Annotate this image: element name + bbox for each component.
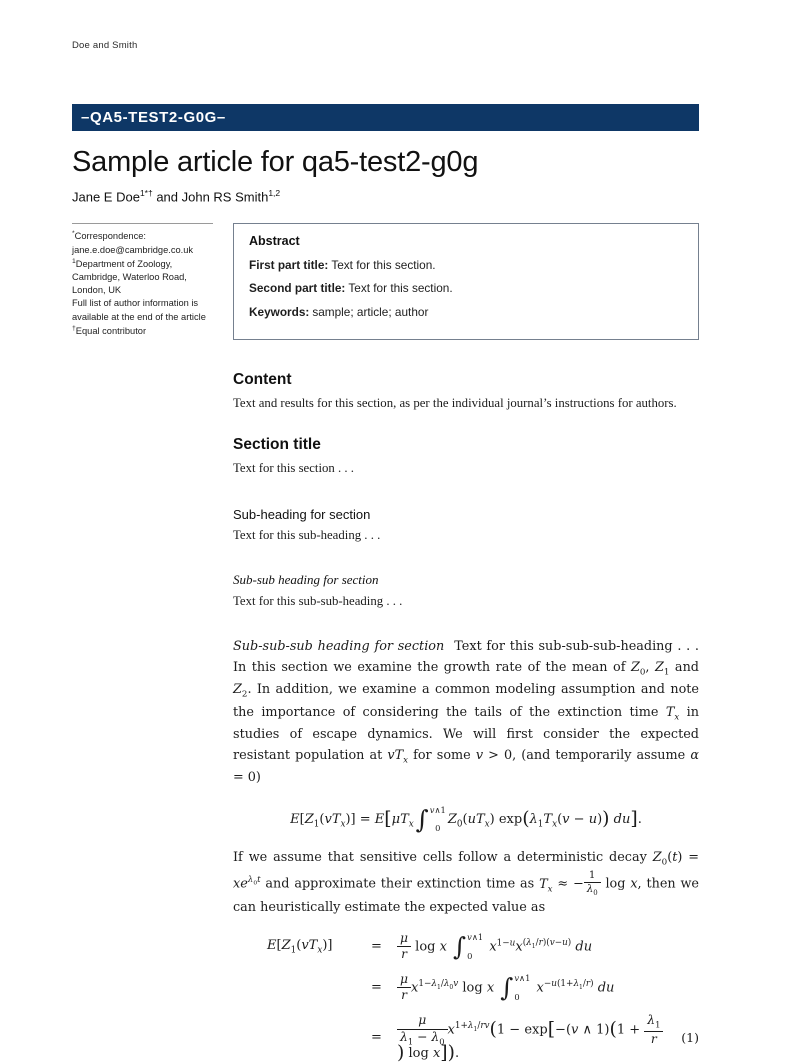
equation-row bbox=[233, 932, 699, 962]
abstract-item bbox=[249, 257, 683, 274]
abstract-item bbox=[249, 304, 683, 321]
runin-body: Text for this sub-sub-sub-heading . . . In this section we examine the growth rate of the mean of $Z_0$, $Z_1$ and $Z_2$. In addition, we examine a common modeling assumption and note the importance of considering the tails of the extinction time $T_x$ in studies of escape dynamics. We will first consider the expected resistant population at $vT_x$ for some v > 0, (and temporarily assume α = 0) bbox=[233, 639, 699, 786]
subsubheading-body: Text for this sub-sub-heading . . . bbox=[233, 594, 403, 609]
runin-paragraph bbox=[233, 637, 699, 788]
correspondence-sidebar bbox=[72, 223, 213, 338]
paragraph-heuristic: If we assume that sensitive cells follow a deterministic decay $Z_0(t) = xe^{\lambda_0t}$ and approximate their extinction time as $T_x$ ≈ − $\frac{1}{\lambda_0}$ log x, then we can heuristically estimate the expected value as bbox=[233, 849, 700, 916]
content-body: Text and results for this section, as per the individual journal’s instructions for authors. bbox=[233, 395, 677, 410]
display-equation-unnumbered: $E[Z_1(vT_x)] = E[\mu T_x$ ∫ v∧1 0 $Z_0(uT_x) \exp(\lambda_1T_x(v - u))$ du]. bbox=[290, 804, 642, 834]
equation-block-1 bbox=[233, 932, 699, 1062]
equation-row bbox=[233, 1012, 699, 1064]
subheading-body: Text for this sub-heading . . . bbox=[233, 527, 381, 542]
equals-sign: = bbox=[371, 1030, 382, 1046]
equation-rhs-line-2: $\frac{\mu}{r}$ $x^{1-\lambda_1/\lambda_0v}$ log x ∫ v∧1 0 $x^{-u(1+\lambda_1/r)}$ du bbox=[397, 973, 665, 1003]
abstract-item-text: Text for this section. bbox=[331, 258, 436, 273]
author-line: Jane E Doe$^{1*\dagger}$ and John RS Smith$^{1,2}$ bbox=[72, 188, 281, 205]
equation-row bbox=[233, 973, 699, 1003]
main-column bbox=[233, 371, 699, 1062]
sidebar-line-department: $^1$Department of Zoology, bbox=[72, 257, 173, 269]
equation-rhs-line-3: $\frac{\mu}{\lambda_1 - \lambda_0}$ $x^{1+\lambda_1/rv}(1 - \exp[-(v$ ∧ 1)(1 + $\frac{\lambda_1}{r}$ ) log x]). bbox=[397, 1014, 665, 1061]
equation-lhs: $E[Z_1(vT_x)]$ bbox=[267, 937, 333, 956]
subsubheading-title: Sub-sub heading for section bbox=[233, 572, 379, 588]
abstract-item-label: Second part title: bbox=[249, 281, 346, 296]
article-title: Sample article for qa5-test2-g0g bbox=[72, 146, 479, 178]
series-banner: –QA5-TEST2-G0G– bbox=[72, 104, 699, 131]
abstract-item-text: sample; article; author bbox=[312, 304, 429, 319]
abstract-item-label: Keywords: bbox=[249, 304, 310, 319]
abstract-box bbox=[233, 223, 699, 339]
equation-rhs-line-1: $\frac{\mu}{r}$ log x ∫ v∧1 0 $x^{1-u}x^{(\lambda_1/r)(v-u)}$ du bbox=[397, 932, 665, 962]
equals-sign: = bbox=[371, 939, 382, 955]
equation-number: (1) bbox=[681, 1030, 699, 1046]
section-body: Text for this section . . . bbox=[233, 461, 355, 476]
equals-sign: = bbox=[371, 980, 382, 996]
running-head: Doe and Smith bbox=[72, 40, 138, 51]
abstract-item bbox=[249, 280, 683, 297]
content-heading: Content bbox=[233, 370, 292, 388]
sidebar-line-fulllist2: available at the end of the article bbox=[72, 311, 206, 322]
subheading-title: Sub-heading for section bbox=[233, 506, 371, 522]
runin-heading: Sub-sub-sub heading for section bbox=[233, 639, 445, 655]
sidebar-line-correspondence: *Correspondence: bbox=[72, 230, 146, 242]
abstract-heading: Abstract bbox=[249, 234, 300, 249]
section-heading: Section title bbox=[233, 436, 321, 454]
sidebar-line-equal-contributor: †Equal contributor bbox=[72, 324, 147, 336]
abstract-item-text: Text for this section. bbox=[348, 281, 453, 296]
header-columns bbox=[72, 223, 699, 339]
sidebar-line-email: jane.e.doe@cambridge.co.uk bbox=[72, 244, 194, 255]
abstract-item-label: First part title: bbox=[249, 258, 329, 273]
sidebar-line-fulllist1: Full list of author information is bbox=[72, 298, 199, 309]
sidebar-line-address1: Cambridge, Waterloo Road, bbox=[72, 272, 187, 283]
sidebar-line-address2: London, UK bbox=[72, 285, 122, 296]
